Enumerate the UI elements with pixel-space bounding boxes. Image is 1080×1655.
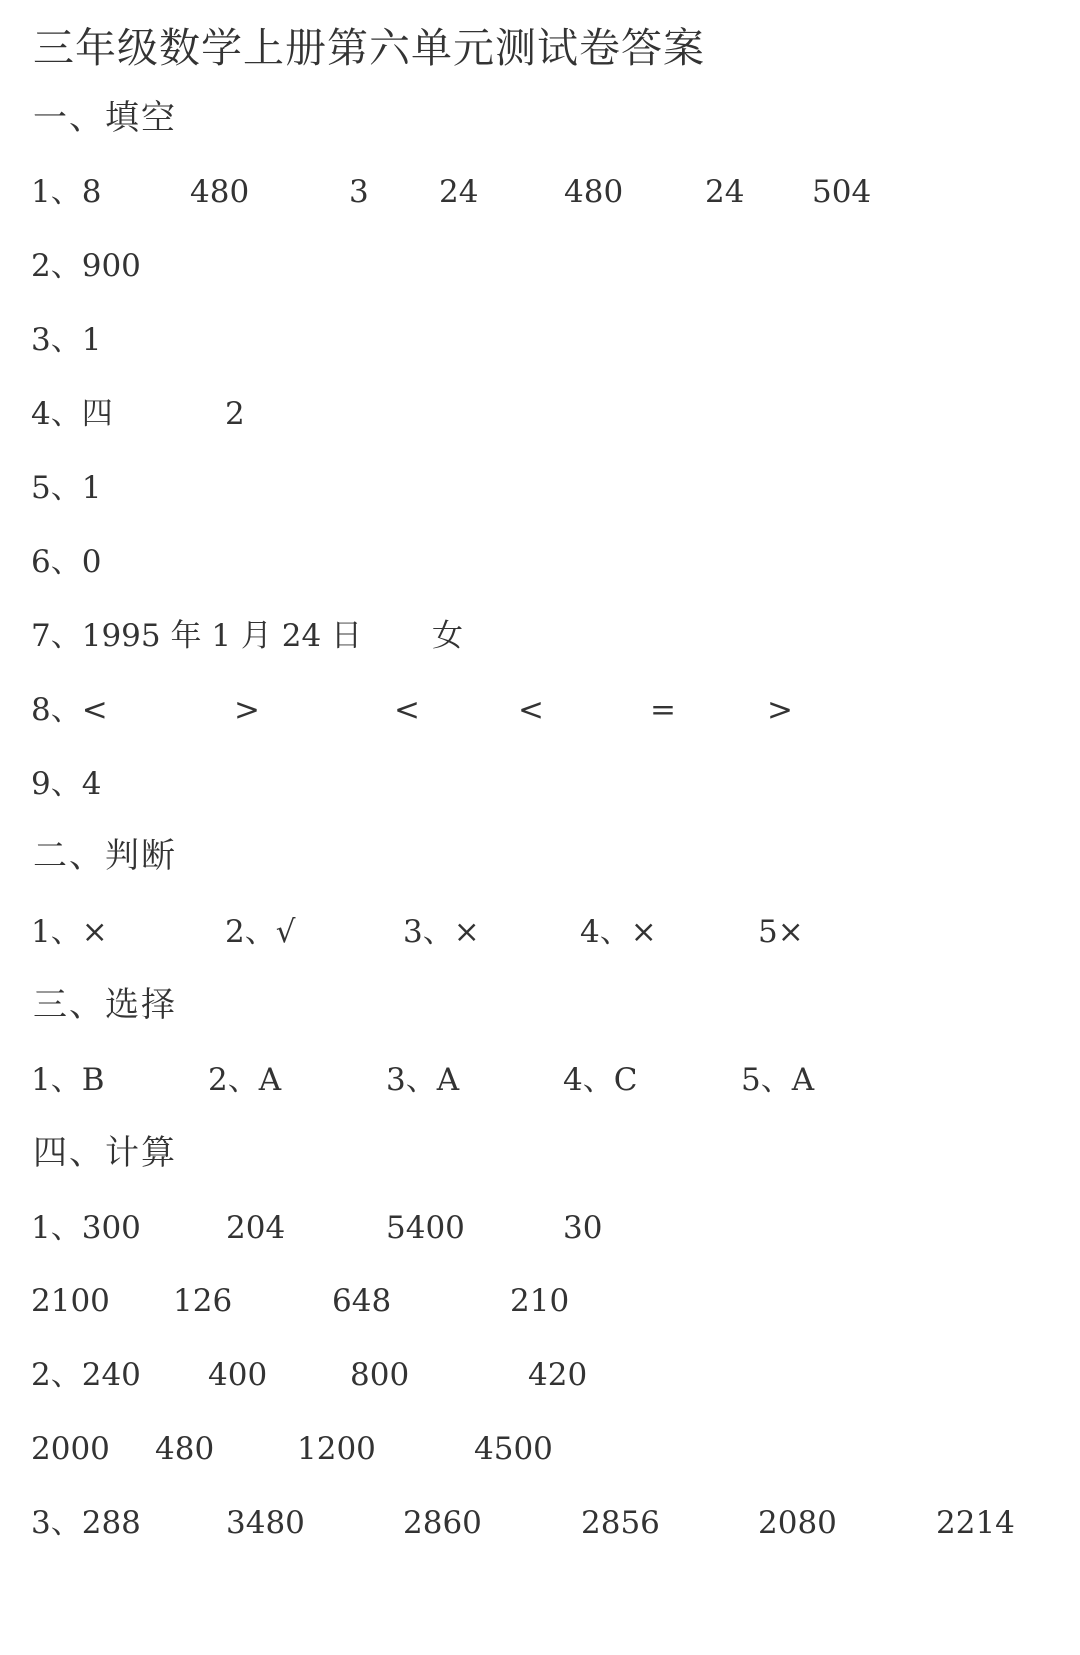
answer-item: 420 <box>528 1357 588 1393</box>
section-heading-judge: 二、判断 <box>33 836 177 876</box>
answer-item: 400 <box>208 1357 268 1393</box>
answer-row-calc-1b <box>0 1279 1080 1339</box>
answer-item: 126 <box>173 1283 233 1319</box>
answer-item: 7、1995 年 1 月 24 日 <box>31 618 363 654</box>
answer-item: 800 <box>350 1357 410 1393</box>
answer-item: 480 <box>564 174 624 210</box>
answer-item: 8、< <box>31 692 108 728</box>
answer-item: 5、A <box>741 1062 815 1098</box>
answer-item: 5、1 <box>31 470 102 506</box>
answer-item: 210 <box>510 1283 570 1319</box>
section-heading-choice: 三、选择 <box>33 985 177 1025</box>
answer-item: < <box>518 692 544 728</box>
answer-item: 2080 <box>758 1505 837 1541</box>
answer-item: 2、240 <box>31 1357 141 1393</box>
answer-item: = <box>650 692 676 728</box>
section-heading-calc: 四、计算 <box>33 1133 177 1173</box>
answer-row-judge <box>0 910 1080 970</box>
answer-row-fill-7 <box>0 614 1080 674</box>
answer-item: 2、√ <box>225 914 296 950</box>
answer-item: 3、× <box>403 914 480 950</box>
answer-row-fill-4 <box>0 392 1080 452</box>
answer-item: 2100 <box>31 1283 110 1319</box>
answer-item: 204 <box>226 1210 286 1246</box>
answer-item: 504 <box>812 174 872 210</box>
answer-item: 6、0 <box>31 544 102 580</box>
answer-item: > <box>767 692 793 728</box>
answer-row-fill-2 <box>0 244 1080 304</box>
answer-item: 2000 <box>31 1431 110 1467</box>
answer-row-fill-6 <box>0 540 1080 600</box>
answer-item: 4、C <box>563 1062 638 1098</box>
answer-row-fill-8 <box>0 688 1080 748</box>
answer-item: > <box>234 692 260 728</box>
answer-item: 2、900 <box>31 248 141 284</box>
answer-row-calc-2b <box>0 1427 1080 1487</box>
answer-item: 3、1 <box>31 322 102 358</box>
section-heading-fill: 一、填空 <box>33 98 177 138</box>
answer-row-fill-3 <box>0 318 1080 378</box>
answer-item: 3、288 <box>31 1505 141 1541</box>
answer-item: 2860 <box>403 1505 482 1541</box>
answer-item: 5400 <box>386 1210 465 1246</box>
answer-item: 4500 <box>474 1431 553 1467</box>
document-title: 三年级数学上册第六单元测试卷答案 <box>33 24 705 72</box>
answer-row-choice <box>0 1058 1080 1118</box>
answer-item: 3、A <box>386 1062 460 1098</box>
answer-item: 女 <box>432 618 463 654</box>
answer-item: 5× <box>758 914 804 950</box>
answer-item: 9、4 <box>31 766 102 802</box>
answer-row-fill-1 <box>0 170 1080 230</box>
answer-item: 30 <box>563 1210 603 1246</box>
answer-item: 1、8 <box>31 174 102 210</box>
answer-item: 24 <box>439 174 479 210</box>
answer-row-calc-1a <box>0 1206 1080 1266</box>
answer-row-calc-3 <box>0 1501 1080 1561</box>
answer-item: 3480 <box>226 1505 305 1541</box>
answer-row-calc-2a <box>0 1353 1080 1413</box>
answer-item: 480 <box>190 174 250 210</box>
answer-item: 480 <box>155 1431 215 1467</box>
answer-item: 4、× <box>580 914 657 950</box>
answer-item: 1、× <box>31 914 108 950</box>
answer-item: 2、A <box>208 1062 282 1098</box>
answer-item: 648 <box>332 1283 392 1319</box>
answer-row-fill-9 <box>0 762 1080 822</box>
answer-item: 1、300 <box>31 1210 141 1246</box>
answer-row-fill-5 <box>0 466 1080 526</box>
answer-item: 2 <box>225 396 245 432</box>
answer-item: 1200 <box>297 1431 376 1467</box>
answer-item: 4、四 <box>31 396 113 432</box>
answer-item: < <box>394 692 420 728</box>
answer-item: 24 <box>705 174 745 210</box>
answer-item: 2856 <box>581 1505 660 1541</box>
answer-item: 3 <box>349 174 369 210</box>
answer-item: 2214 <box>936 1505 1015 1541</box>
answer-item: 1、B <box>31 1062 105 1098</box>
